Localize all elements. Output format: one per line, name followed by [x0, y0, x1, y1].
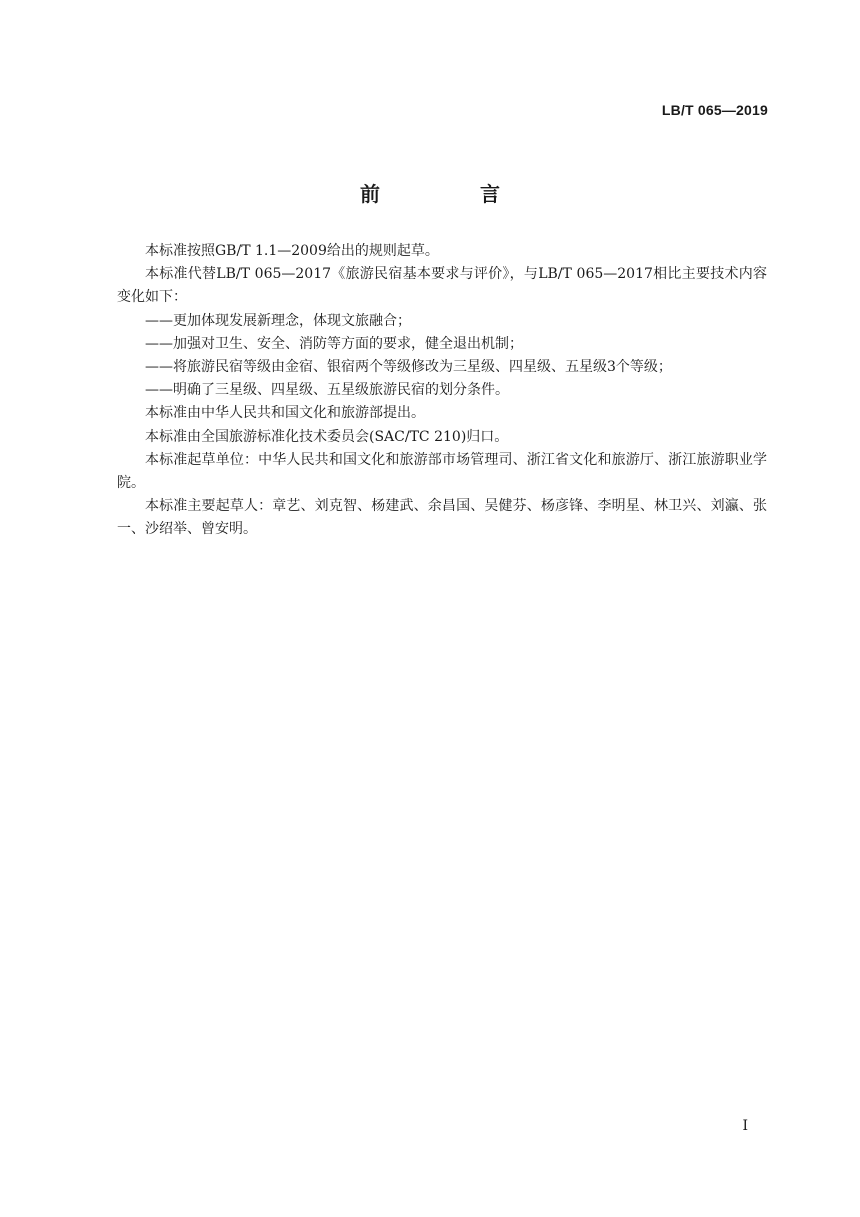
page-number: I — [742, 1118, 748, 1134]
paragraph-drafters: 本标准主要起草人：章艺、刘克智、杨建武、余昌国、吴健芬、杨彦锋、李明星、林卫兴、刘瀛、张一、沙绍举、曾安明。 — [117, 498, 767, 538]
paragraph-administrator: 本标准由全国旅游标准化技术委员会(SAC/TC 210)归口。 — [145, 428, 509, 445]
change-item: ——明确了三星级、四星级、五星级旅游民宿的划分条件。 — [145, 382, 509, 399]
change-item: ——更加体现发展新理念，体现文旅融合； — [145, 312, 411, 329]
paragraph-replacement: 本标准代替LB/T 065—2017《旅游民宿基本要求与评价》，与LB/T 065—2017相比主要技术内容变化如下： — [117, 266, 767, 306]
change-item: ——加强对卫生、安全、消防等方面的要求，健全退出机制； — [145, 335, 523, 352]
standard-code: LB/T 065—2019 — [661, 102, 768, 118]
foreword-body — [117, 240, 767, 542]
change-item: ——将旅游民宿等级由金宿、银宿两个等级修改为三星级、四星级、五星级3个等级； — [145, 359, 672, 376]
page-title: 前 言 — [360, 182, 540, 206]
paragraph-proposer: 本标准由中华人民共和国文化和旅游部提出。 — [145, 405, 425, 422]
paragraph-drafting-rules: 本标准按照GB/T 1.1—2009给出的规则起草。 — [145, 243, 439, 259]
paragraph-drafting-units: 本标准起草单位：中华人民共和国文化和旅游部市场管理司、浙江省文化和旅游厅、浙江旅游职业学院。 — [117, 451, 767, 492]
